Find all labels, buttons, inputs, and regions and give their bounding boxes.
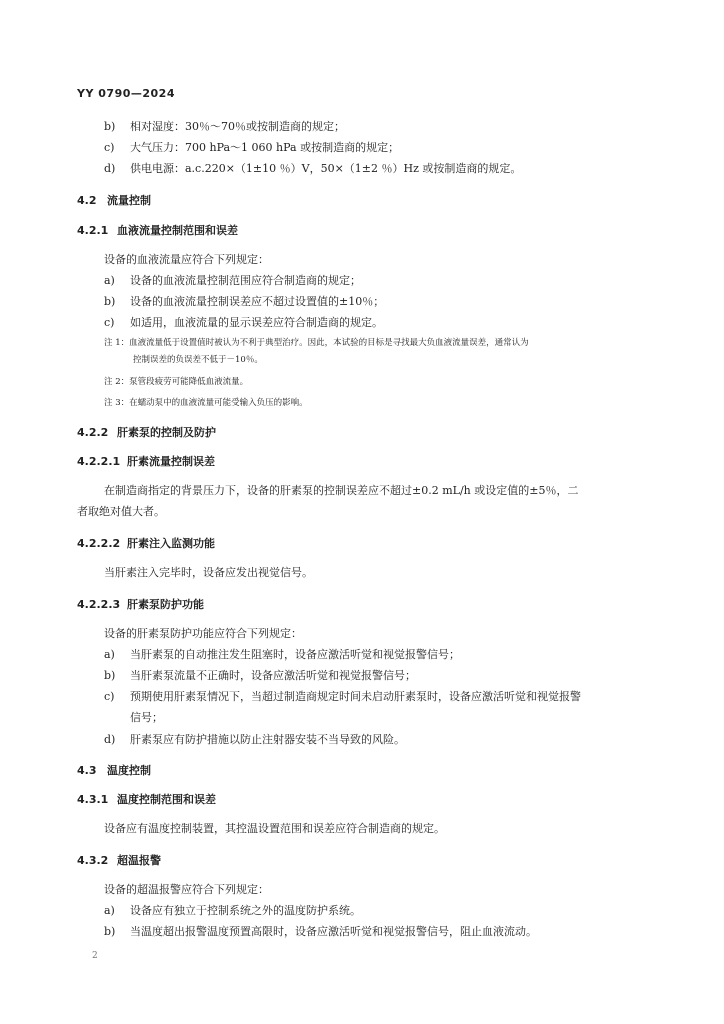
list-text: 肝素泵应有防护措施以防止注射器安装不当导致的风险。 [130, 733, 405, 746]
list-item [104, 316, 383, 330]
list-label: c) [104, 141, 115, 154]
list-text: 当温度超出报警温度预置高限时，设备应激活听觉和视觉报警信号，阻止血液流动。 [130, 925, 537, 938]
list-label: a) [104, 648, 115, 661]
section-title: 温度控制范围和误差 [117, 793, 216, 806]
list-label: b) [104, 925, 116, 938]
section-heading [77, 537, 215, 551]
section-heading [77, 598, 204, 612]
list-text: 设备应有独立于控制系统之外的温度防护系统。 [130, 904, 361, 917]
list-text: 当肝素泵的自动推注发生阻塞时，设备应激活听觉和视觉报警信号； [130, 648, 460, 661]
paragraph: 设备的超温报警应符合下列规定： [104, 883, 269, 896]
section-title: 温度控制 [107, 764, 151, 777]
page-number: 2 [92, 951, 98, 961]
section-title: 肝素泵防护功能 [127, 598, 204, 611]
list-text: 大气压力：700 hPa～1 060 hPa 或按制造商的规定； [130, 141, 400, 154]
section-heading [77, 793, 216, 807]
list-text: 设备的血液流量控制范围应符合制造商的规定； [130, 274, 361, 287]
list-item [104, 162, 521, 176]
note: 注 3：在蠕动泵中的血液流量可能受输入负压的影响。 [104, 398, 308, 408]
standard-number-header: YY 0790—2024 [77, 87, 175, 100]
section-number: 4.3.2 [77, 854, 109, 867]
list-text: 信号； [130, 711, 163, 724]
section-number: 4.2.2.1 [77, 455, 121, 468]
list-text: 预期使用肝素泵情况下，当超过制造商规定时间未启动肝素泵时，设备应激活听觉和视觉报警 [130, 690, 581, 703]
list-text: 设备的血液流量控制误差应不超过设置值的±10％； [130, 295, 385, 308]
list-label: a) [104, 904, 115, 917]
list-text: 当肝素泵流量不正确时，设备应激活听觉和视觉报警信号； [130, 669, 416, 682]
section-number: 4.3.1 [77, 793, 109, 806]
section-title: 肝素流量控制误差 [127, 455, 215, 468]
note: 注 2：泵管段疲劳可能降低血液流量。 [104, 377, 249, 387]
note-continuation: 控制误差的负误差不低于－10％。 [133, 355, 263, 365]
section-heading [77, 764, 151, 778]
list-text: 如适用，血液流量的显示误差应符合制造商的规定。 [130, 316, 383, 329]
section-title: 肝素泵的控制及防护 [117, 426, 216, 439]
list-item [104, 120, 345, 134]
list-label: a) [104, 274, 115, 287]
list-item [104, 274, 361, 288]
list-label: b) [104, 295, 116, 308]
list-label: d) [104, 162, 116, 175]
paragraph: 设备应有温度控制装置，其控温设置范围和误差应符合制造商的规定。 [104, 822, 445, 835]
list-item [104, 141, 399, 155]
list-item [104, 733, 405, 747]
list-item [104, 669, 416, 683]
list-item [104, 904, 361, 918]
section-title: 血液流量控制范围和误差 [117, 224, 238, 237]
note: 注 1：血液流量低于设置值时被认为不利于典型治疗。因此，本试验的目标是寻找最大负血液流量误差，通常认为 [104, 338, 529, 348]
paragraph: 设备的血液流量应符合下列规定： [104, 253, 269, 266]
section-number: 4.2.2.3 [77, 598, 121, 611]
section-title: 肝素注入监测功能 [127, 537, 215, 550]
paragraph-line: 者取绝对值大者。 [77, 505, 165, 518]
list-label: c) [104, 690, 115, 703]
paragraph: 当肝素注入完毕时，设备应发出视觉信号。 [104, 566, 313, 579]
section-heading [77, 224, 238, 238]
section-title: 流量控制 [107, 194, 151, 207]
section-title: 超温报警 [117, 854, 161, 867]
section-heading [77, 854, 161, 868]
list-item [104, 648, 460, 662]
list-item-continuation [104, 711, 163, 725]
section-number: 4.2.2.2 [77, 537, 121, 550]
list-item [104, 925, 537, 939]
section-number: 4.2.2 [77, 426, 109, 439]
list-text: 供电电源：a.c.220×（1±10 ％）V，50×（1±2 ％）Hz 或按制造商的规定。 [130, 162, 522, 175]
paragraph: 设备的肝素泵防护功能应符合下列规定： [104, 627, 302, 640]
list-label: b) [104, 669, 116, 682]
list-text: 相对湿度：30％～70％或按制造商的规定； [130, 120, 345, 133]
list-label: b) [104, 120, 116, 133]
section-number: 4.3 [77, 764, 97, 777]
section-heading [77, 194, 151, 208]
list-label: c) [104, 316, 115, 329]
section-heading [77, 455, 215, 469]
list-item [104, 690, 581, 704]
section-number: 4.2 [77, 194, 97, 207]
section-number: 4.2.1 [77, 224, 109, 237]
list-item [104, 295, 384, 309]
paragraph-line: 在制造商指定的背景压力下，设备的肝素泵的控制误差应不超过±0.2 mL/h 或设定值的±5％，二 [104, 484, 579, 497]
section-heading [77, 426, 216, 440]
list-label: d) [104, 733, 116, 746]
